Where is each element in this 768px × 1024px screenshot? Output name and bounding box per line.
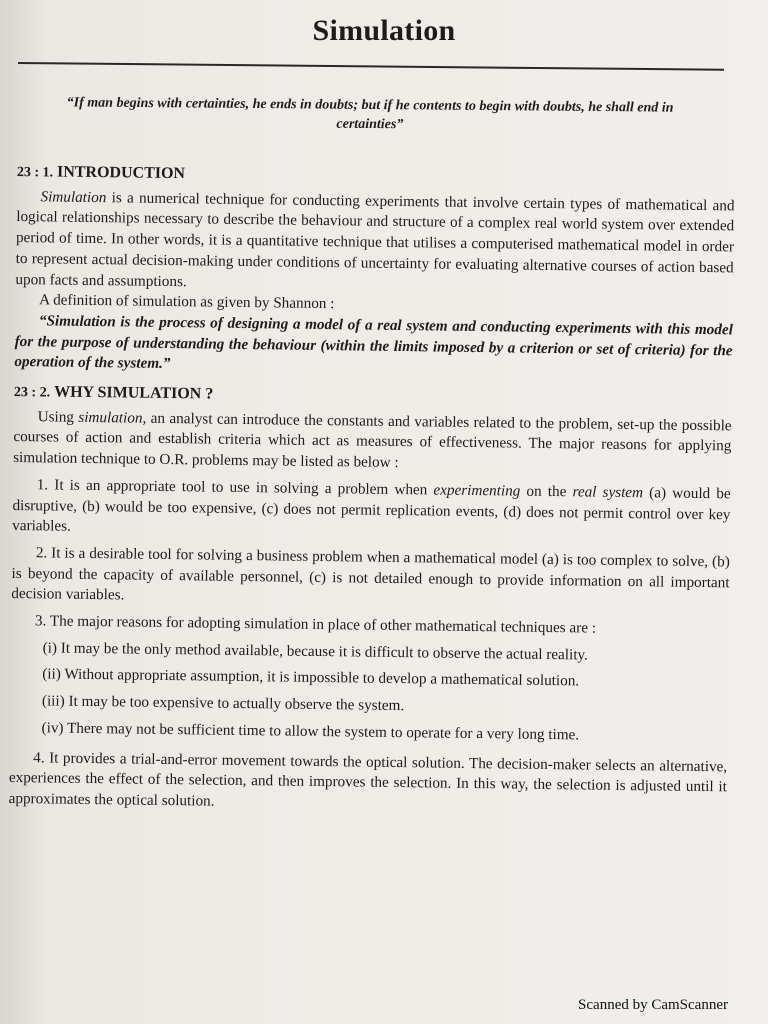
paragraph xyxy=(13,407,732,479)
term: Simulation xyxy=(40,188,107,206)
definition-quote: “Simulation is the process of designing a model of a real system and conducting experiments with this model for the purpose of understanding the behaviour (within the limits imposed by a criterion or set of criteria) for the operation of the system.” xyxy=(14,312,733,373)
list-item: 3. The major reasons for adopting simulation in place of other mathematical techniques are : xyxy=(34,612,597,637)
sub-item: (iv) There may not be sufficient time to allow the system to operate for a very long time. xyxy=(41,719,580,744)
list-item: 4. It provides a trial-and-error movement towards the optical solution. The decision-maker selects an alternative, experiences the effect of the selection, and then improves the selection. In this way, the selection is adjusted until it approximates the optical solution. xyxy=(8,748,728,810)
term: experimenting xyxy=(433,481,521,500)
paragraph xyxy=(15,187,734,300)
sub-item: (ii) Without appropriate assumption, it is impossible to develop a mathematical solution. xyxy=(42,665,580,690)
item-text: (a) would be disruptive, (b) would be too expensive, (c) does not permit replication events, (d) does not permit control over key variables. xyxy=(12,484,731,535)
list-item xyxy=(12,475,731,547)
section-number: 23 : 1. xyxy=(16,164,54,181)
sub-item: (i) It may be the only method available, because it is difficult to observe the actual reality. xyxy=(42,639,589,664)
term: real system xyxy=(572,483,644,502)
item-text: 1. It is an appropriate tool to use in solving a problem when xyxy=(36,476,434,499)
scanner-watermark: Scanned by CamScanner xyxy=(578,997,728,1013)
item-text: on the xyxy=(520,482,573,501)
body-text xyxy=(9,162,735,819)
section-number: 23 : 2. xyxy=(13,385,51,401)
paragraph-text: , an analyst can introduce the constants and variables related to the problem, set-up the possible courses of action and establish criteria which act as measures of effectiveness. The major reasons for applying simulation technique to O.R. problems may be listed as below : xyxy=(13,409,732,472)
epigraph: “If man begins with certainties, he ends in doubts; but if he contents to begin with doubts, he shall end in certainties” xyxy=(66,95,674,133)
list-item: 2. It is a desirable tool for solving a business problem when a mathematical model (a) is too complex to solve, (b) is beyond the capacity of available personnel, (c) is not detailed enough to provide information on all important decision variables. xyxy=(11,544,730,604)
chapter-title: Simulation xyxy=(312,14,456,47)
term: simulation xyxy=(78,408,143,427)
paragraph-text: is a numerical technique for conducting experiments that involve certain types of mathematical and logical relationships necessary to describe the behaviour and structure of a complex real world system over extended period of time. In other words, it is a quantitative technique that utilises a computerised mathematical model in order to represent actual decision-making under conditions of uncertainty for evaluating alternative courses of action based upon facts and assumptions. xyxy=(15,188,735,290)
paragraph-text: Using xyxy=(37,408,79,426)
section-title: WHY SIMULATION ? xyxy=(54,383,214,403)
title-rule xyxy=(18,62,724,71)
sub-item: (iii) It may be too expensive to actually observe the system. xyxy=(41,692,405,715)
section-title: INTRODUCTION xyxy=(56,163,186,183)
paragraph: A definition of simulation as given by Shannon : xyxy=(39,291,335,313)
